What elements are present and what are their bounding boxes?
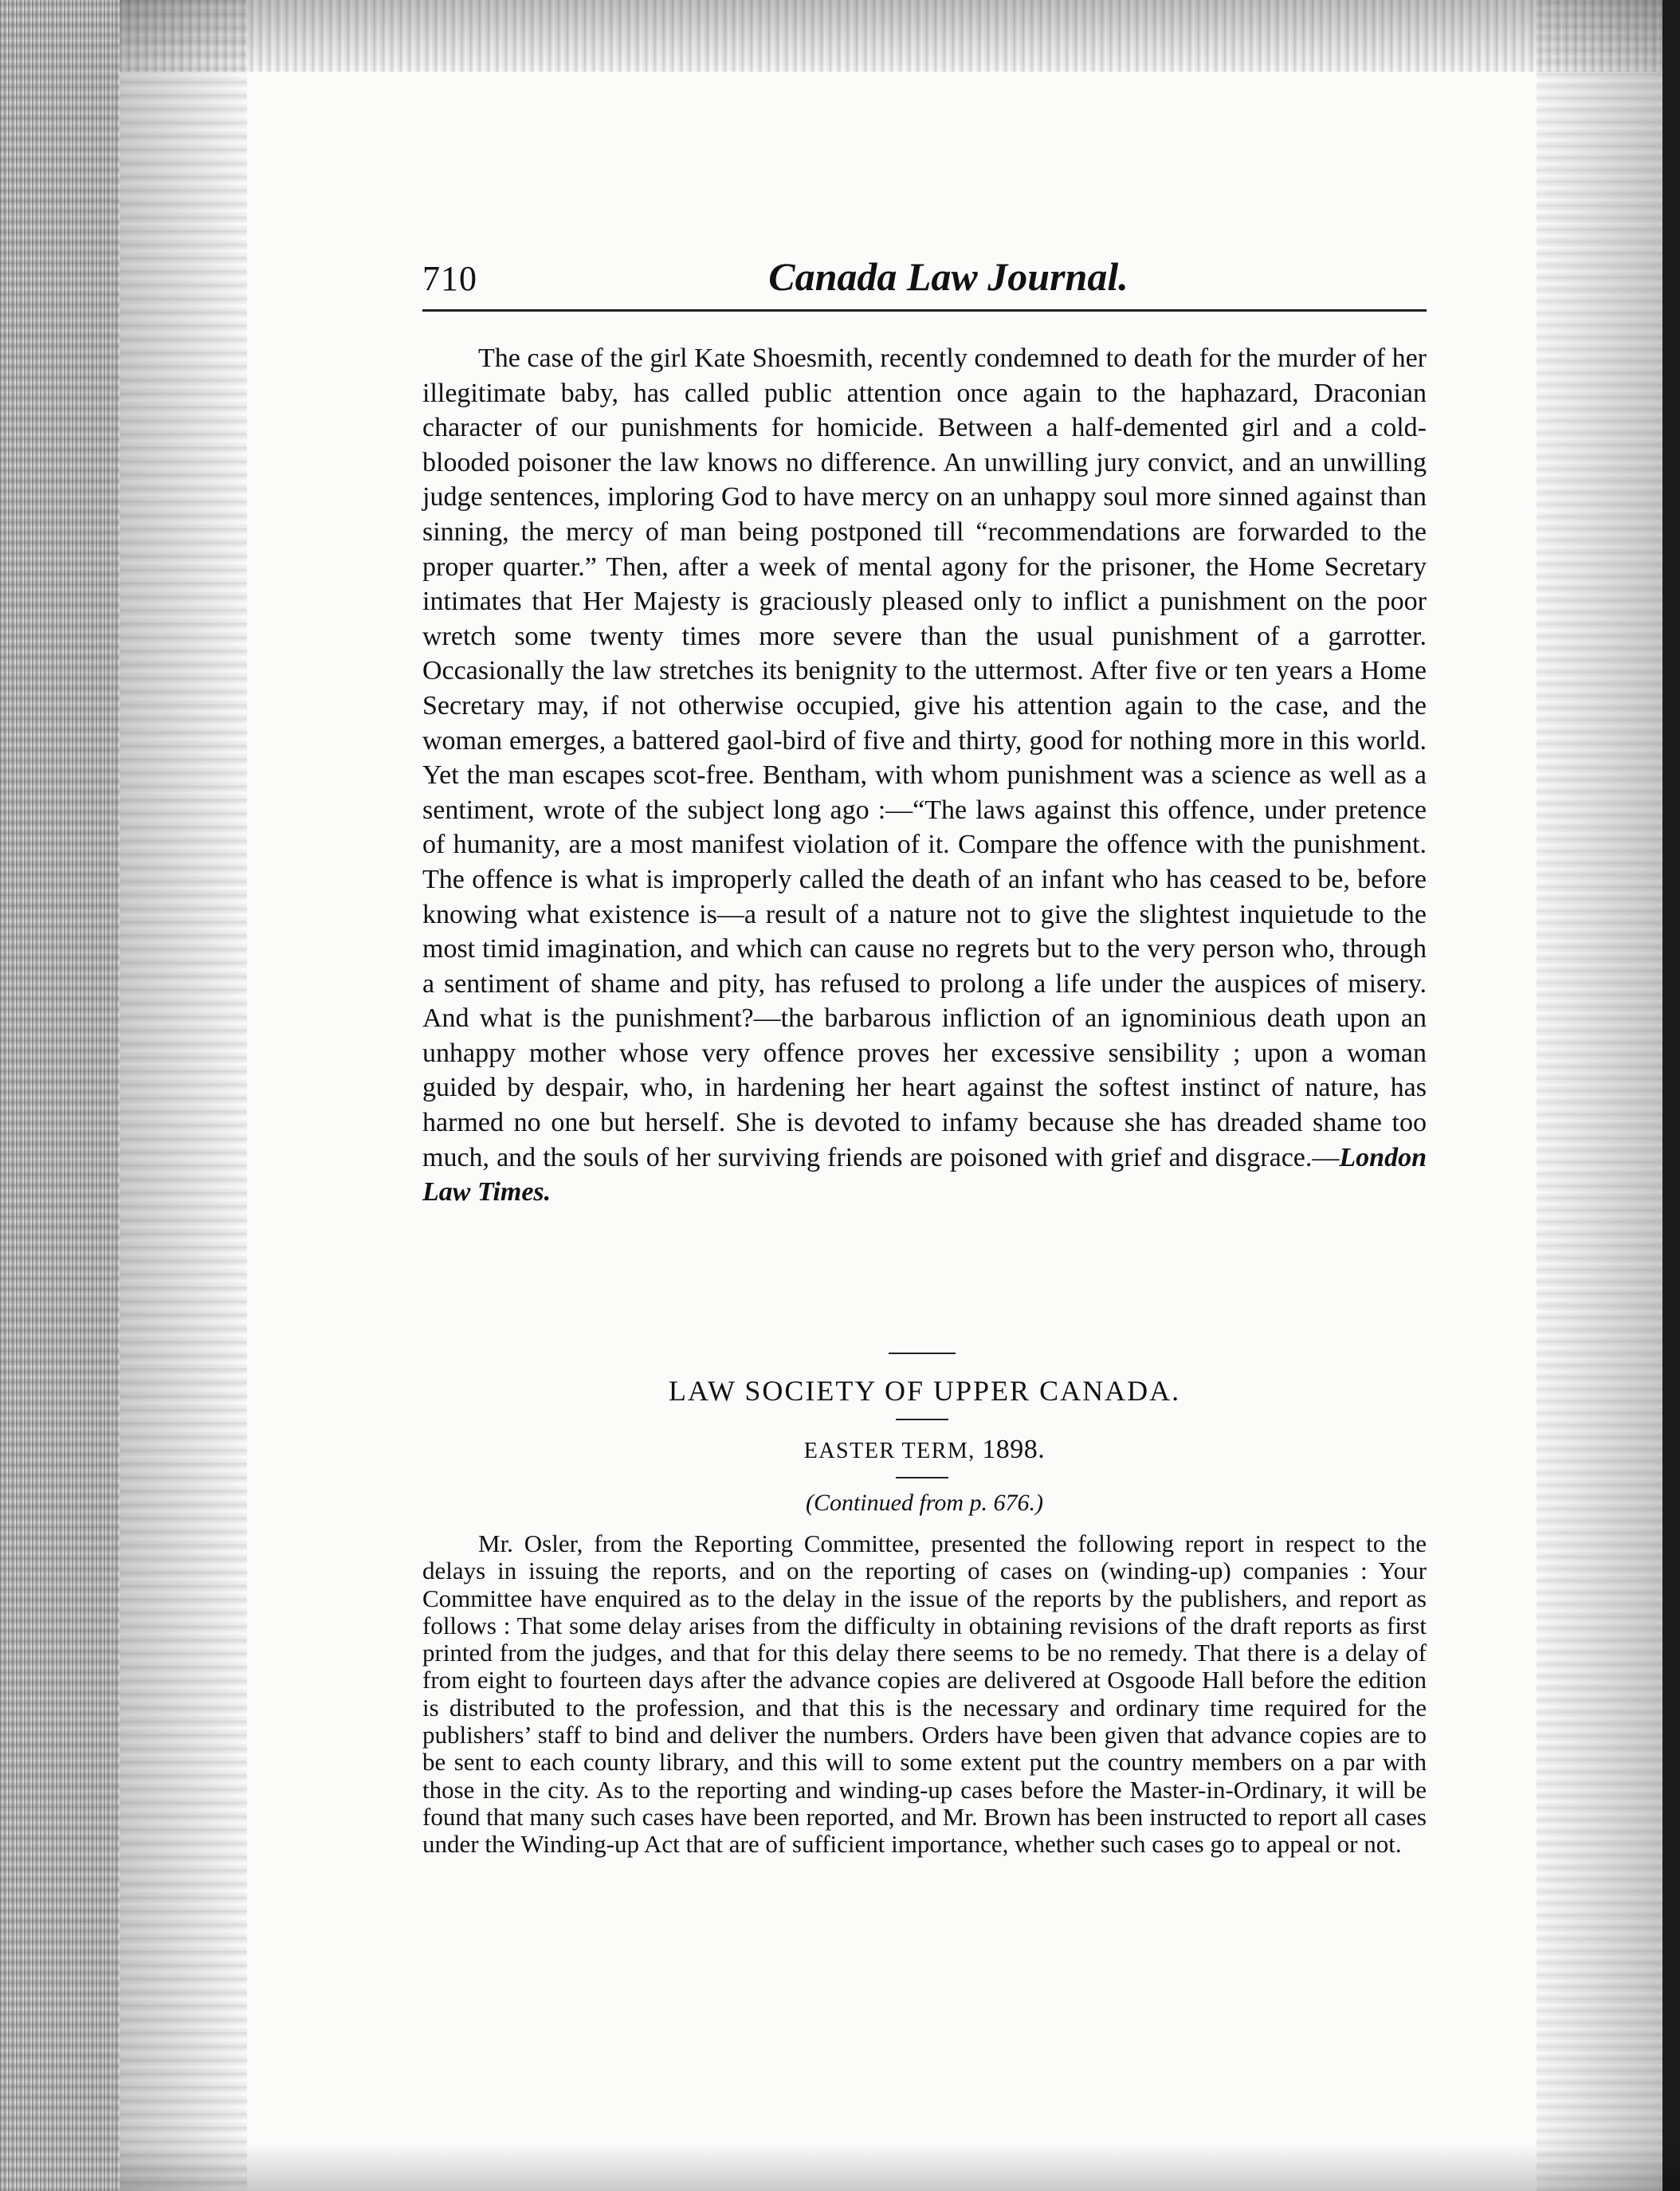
scan-edge-right-dark: [1662, 0, 1680, 2191]
term-divider: [896, 1477, 948, 1478]
term-year: 1898.: [982, 1435, 1046, 1464]
article-text: The case of the girl Kate Shoesmith, recently condemned to death for the murder of her illegitimate baby, has called public attention once again to the haphazard, Draconian character of our punishments for homicide. Between a half-demented girl and a cold-blooded poisoner the law knows no difference. An unwilling jury convict, and an unwilling judge sentences, imploring God to have mercy on an unhappy soul more sinned against than sinning, the mercy of man being postponed till “recommendations are forwarded to the proper quarter.” Then, after a week of mental agony for the prisoner, the Home Secretary intimates that Her Majesty is graciously pleased only to inflict a punishment on the poor wretch some twenty times more severe than the usual punishment of a garrotter. Occasionally the law stretches its benignity to the uttermost. After five or ten years a Home Secretary may, if not otherwise occupied, give his attention again to the case, and the woman emerges, a battered gaol-bird of five and thirty, good for nothing more in this world. Yet the man escapes scot-free. Bentham, with whom punishment was a science as well as a sentiment, wrote of the subject long ago :—“The laws against this offence, under pretence of humanity, are a most manifest violation of it. Compare the offence with the punishment. The offence is what is improperly called the death of an infant who has ceased to be, before knowing what existence is—a result of a nature not to give the slightest inquietude to the most timid imagination, and which can cause no regrets but to the very person who, through a sentiment of shame and pity, has refused to prolong a life under the auspices of misery. And what is the punishment?—the barbarous infliction of an ignominious death upon an unhappy mother whose very offence proves her excessive sensibility ; upon a woman guided by despair, who, in hardening her heart against the softest instinct of nature, has harmed no one but herself. She is devoted to infamy because she has dreaded shame too much, and the souls of her surviving friends are poisoned with grief and disgrace.—: [422, 344, 1427, 1172]
scan-edge-left-fade: [120, 0, 247, 2191]
journal-title: Canada Law Journal.: [768, 254, 1129, 299]
scan-edge-right: [1537, 0, 1680, 2191]
term-label: EASTER TERM,: [803, 1439, 975, 1463]
running-header: [422, 253, 1427, 317]
section-divider: [889, 1353, 956, 1354]
heading-divider: [896, 1419, 948, 1420]
continued-note: (Continued from p. 676.): [805, 1490, 1044, 1516]
article-paragraph: [422, 341, 1427, 1210]
report-paragraph: Mr. Osler, from the Reporting Committee, presented the following report in respect to the delays in issuing the reports, and on the reporting of cases on (winding-up) companies : Your Committee have enquired as to the delay in the issue of the reports by the publishers, and report as follows : That some delay arises from the difficulty in obtaining revisions of the draft reports as first printed from the judges, and that for this delay there seems to be no remedy. That there is a delay of from eight to fourteen days after the advance copies are delivered at Osgoode Hall before the edition is distributed to the profession, and that this is the necessary and ordinary time required for the publishers’ staff to bind and deliver the numbers. Orders have been given that advance copies are to be sent to each county library, and this will to some extent put the country members on a par with those in the city. As to the reporting and winding-up cases before the Master-in-Ordinary, it will be found that many such cases have been reported, and Mr. Brown has been instructed to report all cases under the Winding-up Act that are of sufficient importance, whether such cases go to appeal or not.: [422, 1529, 1427, 1859]
article-source: London Law Times.: [422, 1142, 1427, 1207]
page-number: 710: [422, 259, 477, 298]
scan-edge-bottom: [120, 2143, 1680, 2191]
section-heading: LAW SOCIETY OF UPPER CANADA.: [668, 1375, 1181, 1407]
scan-edge-left: [0, 0, 120, 2191]
term-heading: [422, 1435, 1427, 1465]
scan-edge-top: [120, 0, 1680, 72]
header-rule: [422, 309, 1427, 312]
